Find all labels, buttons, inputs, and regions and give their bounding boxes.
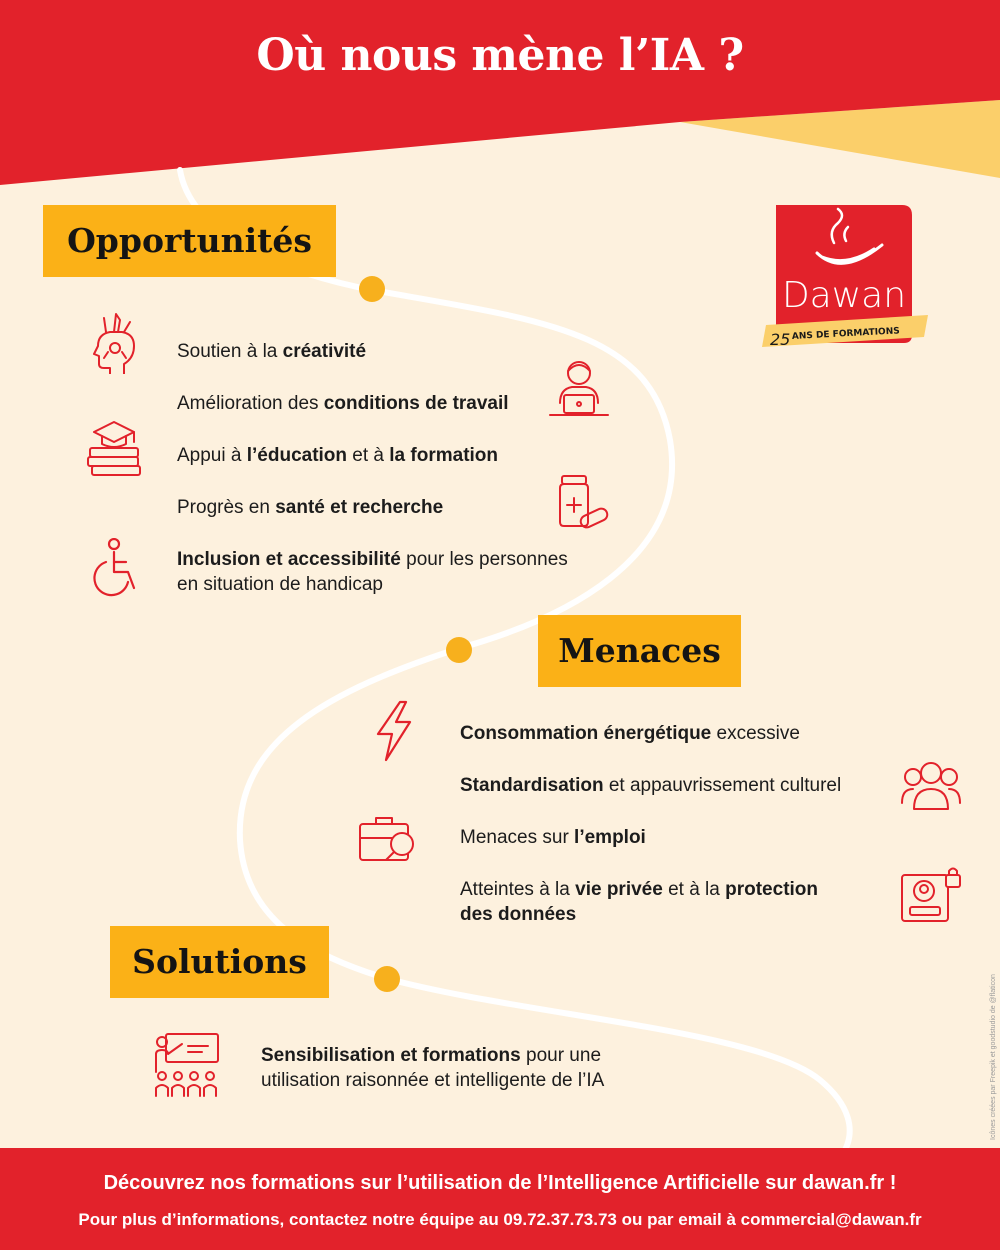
worker-laptop-icon [548,357,610,419]
footer-cta: Découvrez nos formations sur l’utilisation de l’Intelligence Artificielle sur dawan.fr ! [103,1172,897,1194]
opp-item-2: Amélioration des conditions de travail [177,393,509,414]
opp-item-5: Inclusion et accessibilité pour les personnes en situation de handicap [177,549,568,595]
threat-item-1: Consommation énergétique excessive [460,723,800,744]
threat-item-4: Atteintes à la vie privée et à la protection des données [460,879,819,925]
section-title-threats: Menaces [538,615,741,687]
briefcase-search-icon [358,808,420,870]
group-people-icon [900,755,962,817]
path-dot-2 [446,637,472,663]
logo-tagline-text: ANS DE FORMATIONS [791,326,900,342]
footer-contact: Pour plus d’informations, contactez notre équipe au 09.72.37.73.73 ou par email à commercial@dawan.fr [78,1210,922,1229]
teacher-class-icon [152,1032,222,1100]
logo-brand: Dawan [781,275,907,316]
threat-item-2: Standardisation et appauvrissement culturel [460,775,842,796]
footer-banner [0,1148,1000,1250]
path-dot-3 [374,966,400,992]
creative-head-icon [84,312,146,374]
wheelchair-icon [84,538,146,600]
page-title: Où nous mène l’IA ? [256,30,744,81]
solution-item-1: Sensibilisation et formations pour une utilisation raisonnée et intelligente de l’IA [261,1045,605,1091]
threat-item-3: Menaces sur l’emploi [460,827,646,848]
dawan-logo [762,205,932,355]
books-graduation-icon [84,418,146,480]
section-title-solutions: Solutions [110,926,329,998]
path-dot-1 [359,276,385,302]
icon-credit: Icônes créées par Freepik et goodstudio de @flaticon [990,974,997,1140]
lightning-icon [364,700,426,762]
section-title-opportunities: Opportunités [43,205,336,277]
opp-item-1: Soutien à la créativité [177,341,367,362]
logo-tagline-number: 25 [770,330,791,349]
opp-item-3: Appui à l’éducation et à la formation [177,445,499,466]
medicine-icon [550,472,612,534]
privacy-lock-icon [900,865,962,927]
opp-item-4: Progrès en santé et recherche [177,497,444,518]
